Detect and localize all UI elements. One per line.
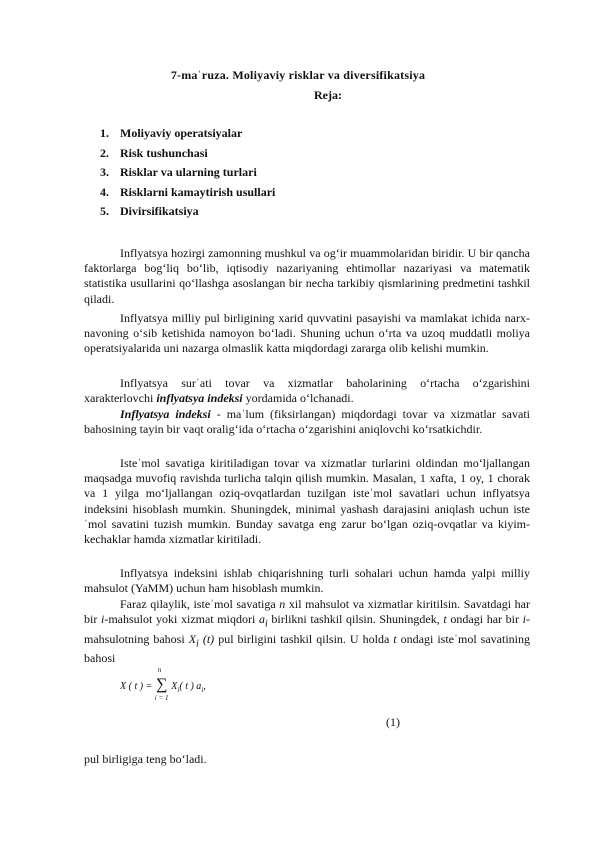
- var-i: i: [101, 612, 105, 627]
- paragraph-3-text: Inflyatsya surˈati tovar va xizmatlar baholarining oʻrtacha oʻzgarishini xarakterlovchi: [84, 376, 530, 406]
- text: xil mahsulot va xizmatlar kiritilsin. Savatdagi har bir: [84, 597, 530, 627]
- formula-rhs-x-sub: i: [177, 686, 180, 694]
- closing-text: pul birligiga teng boʻladi.: [84, 752, 207, 766]
- text: - mahsulotning bahosi: [84, 612, 531, 646]
- plan-item-text: Risklarni kamaytirish usullari: [120, 184, 276, 199]
- plan-item-text: Divirsifikatsiya: [120, 204, 199, 218]
- equation-number: (1): [386, 715, 400, 729]
- plan-item: [100, 183, 275, 203]
- lecture-title: 7-maˈruza. Moliyaviy risklar va diversifikatsiya: [170, 68, 426, 82]
- var-x: X: [188, 631, 197, 646]
- var-a: a: [258, 612, 265, 627]
- plan-item-text: Risk tushunchasi: [120, 145, 208, 160]
- formula-rhs-x: X: [171, 681, 178, 692]
- sum-lower-limit: i = 1: [154, 694, 169, 702]
- plan-item-number: 2.: [100, 145, 109, 160]
- paragraph-3-text-end: yordamida oʻlchanadi.: [242, 391, 354, 406]
- plan-item-number: 1.: [100, 126, 109, 140]
- plan-item-text: Moliyaviy operatsiyalar: [120, 126, 243, 140]
- var-n: n: [279, 597, 286, 611]
- var-x-i-t: [188, 631, 215, 650]
- term-inflation-index: inflyatsya indeksi: [156, 391, 243, 406]
- text: birlikni tashkil qilsin. Shuningdek,: [267, 612, 444, 627]
- plan-item-text: Risklar va ularning turlari: [120, 165, 257, 179]
- definition-term: Inflyatsya indeksi: [120, 407, 211, 421]
- paragraph-7: [84, 597, 530, 667]
- var-t: t: [443, 612, 447, 627]
- paragraph-6: Inflyatsya indeksini ishlab chiqarishning turli sohalari uchun hamda yalpi milliy mahsulot (YaMM) uchun ham hisoblash mumkin.: [84, 566, 530, 596]
- subscript-i: i: [264, 618, 268, 630]
- text: Faraz qilaylik, isteˈmol savatiga: [120, 597, 280, 611]
- sum-upper-limit: n: [157, 666, 162, 674]
- paragraph-5: Isteˈmol savatiga kiritiladigan tovar va xizmatlar turlarini oldindan moʻljallangan maqsadga muvofiq ravishda turlicha talqin qilish mumkin. Masalan, 1 xafta, 1 oy, 1 chorak va 1 yilga moʻljallangan oziq-ovqatlardan tuzilgan isteˈmol savatlari uchun inflyatsya indeksini hisoblash mumkin. Shuningdek, minimal yashash darajasini aniqlash uchun isteˈmol savatini tuzish mumkin. Bunday savatga eng zarur boʻlgan oziq-ovqatlar va kiyim-kechaklar hamda xizmatlar kiritiladi.: [84, 456, 530, 547]
- var-a-i: [258, 612, 268, 630]
- plan-item: [100, 124, 275, 144]
- formula-rhs-a-sub: i: [201, 686, 204, 694]
- definition-text: - maˈlum (fiksirlangan) miqdordagi tovar va xizmatlar savati bahosining tayin bir vaqt oraligʻida oʻrtacha oʻzgarishini aniqlovchi koʻrsatkichdir.: [84, 407, 530, 437]
- plan-item: [100, 144, 275, 164]
- var-t: t: [393, 631, 397, 646]
- paragraph-1: Inflyatsya hozirgi zamonning mushkul va ogʻir muammolaridan biridir. U bir qancha faktorlarga bogʻliq boʻlib, iqtisodiy nazariyaning ehtimollar nazariyasi va matematik statistika usullarini qoʻllashga asoslangan bir necha tarkibiy qismlarining predmetini tashkil qiladi.: [84, 246, 530, 306]
- formula-tail: ,: [203, 681, 206, 692]
- text: pul birligini tashkil qilsin. U holda: [214, 631, 394, 646]
- plan-item-number: 5.: [100, 204, 109, 218]
- var-i: i: [522, 612, 527, 627]
- plan-item: [100, 163, 275, 183]
- plan-item: [100, 202, 275, 222]
- var-t-paren: (t): [198, 631, 215, 646]
- text: ondagi har bir: [446, 612, 523, 627]
- paragraph-4: [84, 407, 530, 437]
- text: ondagi isteˈmol savatining bahosi: [84, 631, 531, 666]
- sum-symbol: ∑ n i = 1: [154, 666, 169, 702]
- paragraph-3: [84, 376, 530, 406]
- plan-list: [100, 124, 275, 222]
- formula-lhs: X ( t ) =: [120, 681, 153, 692]
- plan-item-number: 3.: [100, 165, 109, 179]
- formula-basket-price: [120, 666, 206, 702]
- subscript-i: i: [196, 638, 199, 650]
- formula-rhs-rest: ( t ) a: [179, 681, 202, 692]
- paragraph-2: Inflyatsya milliy pul birligining xarid quvvatini pasayishi va mamlakat ichida narx-navoning oʻsib ketishida namoyon boʻladi. Shuning uchun oʻrta va uzoq muddatli moliya operatsiyalarida uni nazarga olmaslik katta miqdordagi zararga olib kelishi mumkin.: [84, 311, 530, 356]
- text: -mahsulot yoki xizmat miqdori: [104, 612, 259, 627]
- plan-heading: Reja:: [314, 88, 342, 102]
- plan-item-number: 4.: [100, 184, 109, 199]
